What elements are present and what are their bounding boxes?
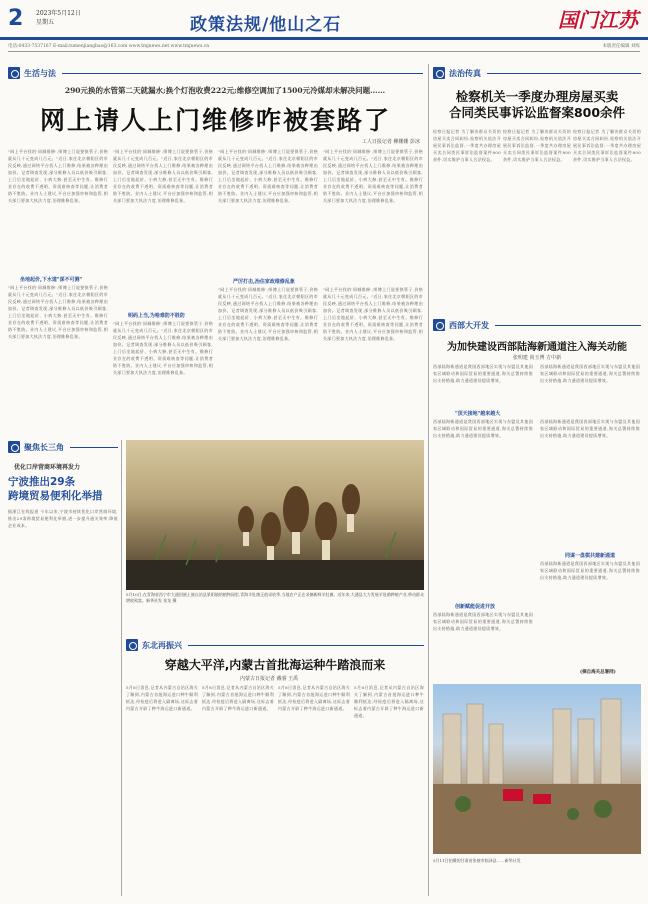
editor-line: 本版责任编辑 刘烁 [602, 44, 640, 49]
issue-weekday: 星期五 [36, 19, 55, 26]
section-tag-label: 法治传真 [449, 68, 481, 78]
article-body-col4b: "网上平台找的'同城维修',师傅上门说要换管子,价格就从几十元变成几百元。"近日,家住北京朝阳区的市民反映,通过网络平台找人上门维修,结果被各种理由加价。记者调查发现,部分维修人员以低价吸引顾客,上门后坐地起价、小病大修,甚至无中生有。维修行业存在的收费不透明、资质难核查等问题,让消费者防不胜防。业内人士建议,平台应加强审核和监管,相关部门要加大执法力度,治理维修乱象。 [323, 287, 423, 341]
right-byline-2: 张明建 尚玉博 方中新 [512, 355, 562, 361]
city-illustration [433, 684, 641, 854]
right-headline-line2: 合同类民事诉讼监督案800余件 [448, 105, 626, 120]
subhead-1: 坐地起价,下水道"深不可测" [20, 277, 83, 283]
section-tag-icon [433, 319, 445, 331]
right-headline [433, 89, 641, 121]
article-body-col2b: "网上平台找的'同城维修',师傅上门说要换管子,价格就从几十元变成几百元。"近日,家住北京朝阳区的市民反映,通过网络平台找人上门维修,结果被各种理由加价。记者调查发现,部分维修人员以低价吸引顾客,上门后坐地起价、小病大修,甚至无中生有。维修行业存在的收费不透明、资质难核查等问题,让消费者防不胜防。业内人士建议,平台应加强审核和监管,相关部门要加大执法力度,治理维修乱象。 [113, 321, 213, 375]
photo-morel-mushrooms [126, 440, 424, 590]
article-body-col4: "网上平台找的'同城维修',师傅上门说要换管子,价格就从几十元变成几百元。"近日,家住北京朝阳区的市民反映,通过网络平台找人上门维修,结果被各种理由加价。记者调查发现,部分维修人员以低价吸引顾客,上门后坐地起价、小病大修,甚至无中生有。维修行业存在的收费不透明、资质难核查等问题,让消费者防不胜防。业内人士建议,平台应加强审核和监管,相关部门要加大执法力度,治理维修乱象。 [323, 149, 423, 203]
bottom-headline: 穿越大平洋,内蒙古首批海运种牛踏浪而来 [164, 658, 386, 672]
city-photo-caption: 5月11日拍摄的甘肃省张掖市临泽县……新华社发 [433, 858, 521, 863]
contact-info: 电话:0433-7537167 E-mail:tumenjiangbao@163.com www.tmjnews.net www.tmjnews.cn [8, 44, 210, 49]
section-tag-label: 东北再振兴 [142, 640, 182, 650]
bottom-body-col3: 5月8日消息,记者从内蒙古自治区海关了解到,内蒙古首批海运进口种牛顺利抵达,经检疫后将进入隔离场,这标志着内蒙古开辟了种牛海运进口新通道。 [278, 685, 350, 711]
section-tag-life-law [8, 66, 423, 80]
right2-body-e: 西部陆海新通道是我国西部地区实现与东盟及其他国家区域联动和国际贸易的重要通道,海关总署持续推出支持措施,助力通道建设提质增效。 [433, 612, 533, 631]
subhead-6: 同谋一盘棋共建新通道 [565, 553, 616, 559]
bottom-body-col2: 5月8日消息,记者从内蒙古自治区海关了解到,内蒙古首批海运进口种牛顺利抵达,经检疫后将进入隔离场,这标志着内蒙古开辟了种牛海运进口新通道。 [202, 685, 274, 711]
right-source: (摘自海关总署网) [580, 670, 616, 675]
right-headline-2: 为加快建设西部陆海新通道注入海关动能 [447, 342, 627, 353]
bottom-body-col1: 5月8日消息,记者从内蒙古自治区海关了解到,内蒙古首批海运进口种牛顺利抵达,经检疫后将进入隔离场,这标志着内蒙古开辟了种牛海运进口新通道。 [126, 685, 198, 711]
column-divider [428, 64, 429, 896]
subhead-4: "顶天接地"越来越大 [455, 411, 501, 417]
section-tag-law [433, 66, 641, 80]
article-body-col1b: "网上平台找的'同城维修',师傅上门说要换管子,价格就从几十元变成几百元。"近日,家住北京朝阳区的市民反映,通过网络平台找人上门维修,结果被各种理由加价。记者调查发现,部分维修人员以低价吸引顾客,上门后坐地起价、小病大修,甚至无中生有。维修行业存在的收费不透明、资质难核查等问题,让消费者防不胜防。业内人士建议,平台应加强审核和监管,相关部门要加大执法力度,治理维修乱象。 [8, 285, 108, 339]
right-body-col2: 检察日报记者 为了解决群众关切的房屋买卖合同纠纷,检察机关依法开展民事诉讼监督,一季度共办理房屋买卖合同类民事诉讼监督案件800余件,切实维护当事人合法权益。 [503, 129, 571, 162]
mushroom-illustration [126, 440, 424, 590]
photo-caption: 5月10日,在青海省西宁市大通回族土族自治县景阳镇的植物园里,青海羊肚菌正值采收季,当地农户正在采摘新鲜羊肚菌。近年来,大通县大力发展羊肚菌种植产业,带动群众增收致富。新华社发 张龙 摄 [126, 592, 424, 603]
section-tag-west [433, 318, 641, 332]
newspaper-logo: 国门江苏 [558, 8, 638, 32]
right2-body-a: 西部陆海新通道是我国西部地区实现与东盟及其他国家区域联动和国际贸易的重要通道,海关总署持续推出支持措施,助力通道建设提质增效。 [433, 364, 533, 383]
section-tag-icon [8, 441, 20, 453]
page-number: 2 [8, 6, 24, 31]
mid-kicker: 优化口岸营商环境再发力 [14, 464, 81, 471]
right-body-col1: 检察日报记者 为了解决群众关切的房屋买卖合同纠纷,检察机关依法开展民事诉讼监督,一季度共办理房屋买卖合同类民事诉讼监督案件800余件,切实维护当事人合法权益。 [433, 129, 501, 162]
right2-body-b: 西部陆海新通道是我国西部地区实现与东盟及其他国家区域联动和国际贸易的重要通道,海关总署持续推出支持措施,助力通道建设提质增效。 [540, 364, 640, 383]
bottom-byline: 内蒙古日报记者 戴睿 王禹 [240, 676, 299, 682]
contact-bar [8, 43, 640, 52]
mid-body: 据浙江在线报道 今年以来,宁波市持续优化口岸营商环境,推出29条跨境贸易便利化举措,进一步提升通关效率,降低企业成本。 [8, 509, 118, 528]
right-headline-line1: 检察机关一季度办理房屋买卖 [455, 89, 619, 104]
section-tag-northeast [126, 638, 424, 652]
section-tag-icon [433, 67, 445, 79]
section-tag-delta [8, 440, 118, 454]
section-tag-label: 西部大开发 [449, 320, 489, 330]
right2-body-c: 西部陆海新通道是我国西部地区实现与东盟及其他国家区域联动和国际贸易的重要通道,海关总署持续推出支持措施,助力通道建设提质增效。 [433, 419, 533, 438]
bottom-body-col4: 5月8日消息,记者从内蒙古自治区海关了解到,内蒙古首批海运进口种牛顺利抵达,经检疫后将进入隔离场,这标志着内蒙古开辟了种牛海运进口新通道。 [354, 685, 424, 718]
issue-date: 2023年5月12日 [36, 10, 81, 17]
subhead-3: 严厉打击,治住家政维修乱象 [233, 279, 295, 285]
subhead-5: 创新赋能促进开放 [455, 604, 496, 610]
right2-body-d: 西部陆海新通道是我国西部地区实现与东盟及其他国家区域联动和国际贸易的重要通道,海关总署持续推出支持措施,助力通道建设提质增效。 [540, 419, 640, 438]
right-body-col3: 检察日报记者 为了解决群众关切的房屋买卖合同纠纷,检察机关依法开展民事诉讼监督,一季度共办理房屋买卖合同类民事诉讼监督案件800余件,切实维护当事人合法权益。 [573, 129, 641, 162]
section-tag-label: 生活与法 [24, 68, 56, 78]
article-kicker: 290元换的水管第二天就漏水;换个灯泡收费222元;维修空调加了1500元冷媒却未解决问题…… [64, 86, 386, 95]
mid-headline-line1: 宁波推出29条 [8, 476, 76, 488]
subhead-2: 明码上当,为啥难防不胜防 [128, 313, 185, 319]
mid-headline-line2: 跨境贸易便利化举措 [8, 490, 103, 502]
section-tag-icon [8, 67, 20, 79]
article-byline: 工人日报记者 柳姗姗 彭冰 [361, 139, 420, 145]
article-body-col3b: "网上平台找的'同城维修',师傅上门说要换管子,价格就从几十元变成几百元。"近日,家住北京朝阳区的市民反映,通过网络平台找人上门维修,结果被各种理由加价。记者调查发现,部分维修人员以低价吸引顾客,上门后坐地起价、小病大修,甚至无中生有。维修行业存在的收费不透明、资质难核查等问题,让消费者防不胜防。业内人士建议,平台应加强审核和监管,相关部门要加大执法力度,治理维修乱象。 [218, 287, 318, 341]
right2-body-f: 西部陆海新通道是我国西部地区实现与东盟及其他国家区域联动和国际贸易的重要通道,海关总署持续推出支持措施,助力通道建设提质增效。 [540, 561, 640, 580]
section-title: 政策法规/他山之石 [190, 15, 342, 35]
section-tag-label: 聚焦长三角 [24, 442, 64, 452]
article-body-col2: "网上平台找的'同城维修',师傅上门说要换管子,价格就从几十元变成几百元。"近日,家住北京朝阳区的市民反映,通过网络平台找人上门维修,结果被各种理由加价。记者调查发现,部分维修人员以低价吸引顾客,上门后坐地起价、小病大修,甚至无中生有。维修行业存在的收费不透明、资质难核查等问题,让消费者防不胜防。业内人士建议,平台应加强审核和监管,相关部门要加大执法力度,治理维修乱象。 [113, 149, 213, 203]
article-headline: 网上请人上门维修咋被套路了 [39, 106, 391, 135]
photo-city-skyline [433, 684, 641, 854]
column-divider-mid [121, 440, 122, 896]
article-body-col3: "网上平台找的'同城维修',师傅上门说要换管子,价格就从几十元变成几百元。"近日,家住北京朝阳区的市民反映,通过网络平台找人上门维修,结果被各种理由加价。记者调查发现,部分维修人员以低价吸引顾客,上门后坐地起价、小病大修,甚至无中生有。维修行业存在的收费不透明、资质难核查等问题,让消费者防不胜防。业内人士建议,平台应加强审核和监管,相关部门要加大执法力度,治理维修乱象。 [218, 149, 318, 203]
page-header [0, 0, 648, 40]
mid-headline [8, 475, 118, 503]
section-tag-icon [126, 639, 138, 651]
article-body-col1: "网上平台找的'同城维修',师傅上门说要换管子,价格就从几十元变成几百元。"近日,家住北京朝阳区的市民反映,通过网络平台找人上门维修,结果被各种理由加价。记者调查发现,部分维修人员以低价吸引顾客,上门后坐地起价、小病大修,甚至无中生有。维修行业存在的收费不透明、资质难核查等问题,让消费者防不胜防。业内人士建议,平台应加强审核和监管,相关部门要加大执法力度,治理维修乱象。 [8, 149, 108, 203]
